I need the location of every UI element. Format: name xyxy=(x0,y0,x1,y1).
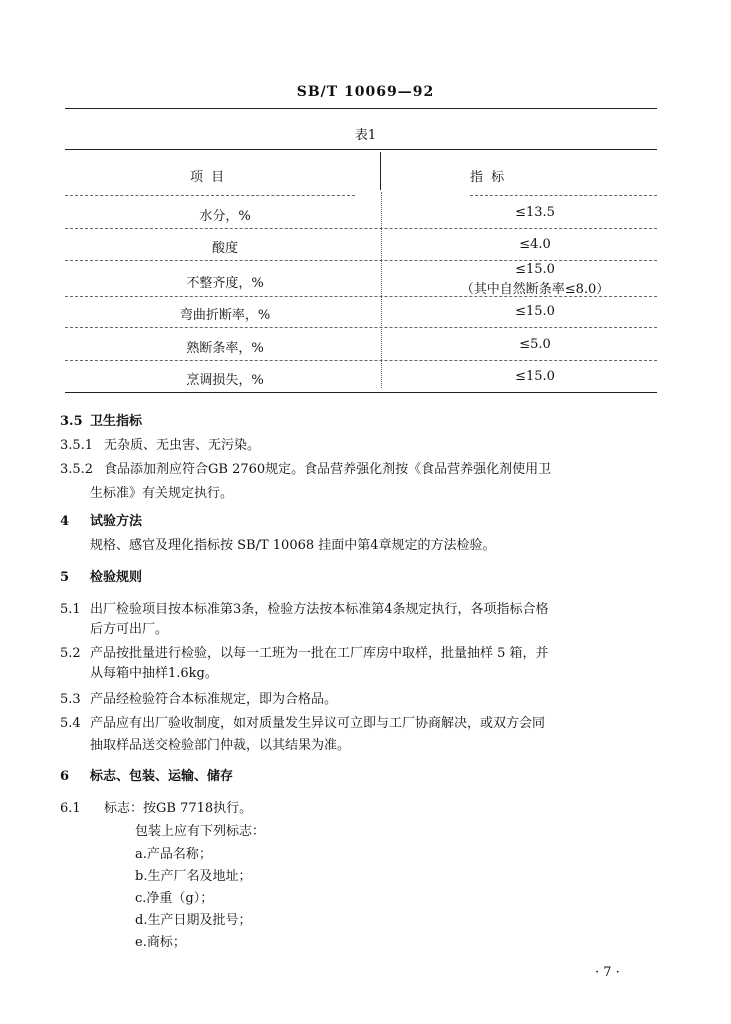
table-header-divider xyxy=(380,152,381,190)
page-number: · 7 · xyxy=(595,965,620,980)
section-title: 卫生指标 xyxy=(90,414,143,429)
section-number: 3.5.2 xyxy=(60,462,94,477)
section-5-2 xyxy=(60,642,549,661)
table-row-value: ≤4.0 xyxy=(519,237,551,252)
section-number: 5.2 xyxy=(60,646,81,661)
table-row-item: 酸度 xyxy=(211,241,238,256)
list-item: c.净重（g）； xyxy=(135,891,214,906)
section-number: 3.5.1 xyxy=(60,438,94,453)
row-divider xyxy=(65,228,657,229)
section-number: 5 xyxy=(60,570,70,585)
section-title: 检验规则 xyxy=(90,570,143,585)
section-5-2-cont: 从每箱中抽样1.6kg。 xyxy=(90,666,218,681)
section-5-1 xyxy=(60,598,549,617)
section-text: 食品添加剂应符合GB 2760规定。食品营养强化剂按《食品营养强化剂使用卫 xyxy=(104,462,552,477)
section-6-1 xyxy=(60,797,252,816)
document-code-header: SB/T 10069—92 xyxy=(296,84,435,100)
table-row-value: ≤15.0 xyxy=(515,304,555,319)
section-text: 标志：按GB 7718执行。 xyxy=(104,801,253,816)
row-divider xyxy=(65,260,657,261)
table-caption: 表1 xyxy=(354,128,377,143)
list-item: d.生产日期及批号； xyxy=(135,913,252,928)
table-bottom-rule xyxy=(65,392,657,393)
section-text: 无杂质、无虫害、无污染。 xyxy=(104,438,261,453)
section-number: 5.4 xyxy=(60,716,81,731)
list-item: b.生产厂名及地址； xyxy=(135,869,252,884)
section-text: 出厂检验项目按本标准第3条，检验方法按本标准第4条规定执行，各项指标合格 xyxy=(90,602,549,617)
table-column-divider xyxy=(381,192,382,388)
section-4-text: 规格、感官及理化指标按 SB/T 10068 挂面中第4章规定的方法检验。 xyxy=(90,538,496,553)
section-number: 4 xyxy=(60,514,70,529)
section-number: 6.1 xyxy=(60,801,81,816)
table-row-value: ≤15.0 xyxy=(515,262,555,277)
row-divider xyxy=(65,195,355,196)
section-3-5-2 xyxy=(60,458,551,477)
table-row-item: 水分，% xyxy=(199,209,251,224)
table-row-value: ≤15.0 xyxy=(515,369,555,384)
section-number: 3.5 xyxy=(60,414,83,429)
section-5-4 xyxy=(60,712,545,731)
section-5-heading xyxy=(60,566,142,585)
table-header-value: 指 标 xyxy=(470,170,507,185)
section-6-heading xyxy=(60,765,233,784)
section-5-4-cont: 抽取样品送交检验部门仲裁，以其结果为准。 xyxy=(90,738,351,753)
table-row-value: ≤5.0 xyxy=(519,337,551,352)
section-5-1-cont: 后方可出厂。 xyxy=(90,622,169,637)
table-header-item: 项 目 xyxy=(190,170,227,185)
section-5-3 xyxy=(60,688,337,707)
section-4-heading xyxy=(60,510,142,529)
section-3-5-1 xyxy=(60,434,260,453)
section-number: 6 xyxy=(60,769,70,784)
table-row-item: 烹调损失，% xyxy=(186,373,264,388)
section-3-5-2-cont: 生标准》有关规定执行。 xyxy=(90,486,234,501)
section-text: 产品按批量进行检验，以每一工班为一批在工厂库房中取样，批量抽样 5 箱，并 xyxy=(90,646,549,661)
section-3-5-heading xyxy=(60,410,142,429)
list-item: e.商标； xyxy=(135,935,186,950)
row-divider xyxy=(470,195,657,196)
table-row-item: 不整齐度，% xyxy=(186,276,264,291)
row-divider xyxy=(65,327,657,328)
table-row-item: 弯曲折断率，% xyxy=(179,308,271,323)
table-row-value: ≤13.5 xyxy=(515,205,555,220)
section-number: 5.1 xyxy=(60,602,81,617)
section-title: 试验方法 xyxy=(90,514,143,529)
header-rule xyxy=(65,108,657,109)
section-title: 标志、包装、运输、储存 xyxy=(90,769,234,784)
table-top-rule xyxy=(65,149,657,150)
table-row-item: 熟断条率，% xyxy=(186,341,264,356)
list-item: a.产品名称； xyxy=(135,847,212,862)
section-text: 产品应有出厂验收制度，如对质量发生异议可立即与工厂协商解决，或双方会同 xyxy=(90,716,546,731)
row-divider xyxy=(65,360,657,361)
section-text: 产品经检验符合本标准规定，即为合格品。 xyxy=(90,692,338,707)
row-divider xyxy=(65,296,657,297)
section-number: 5.3 xyxy=(60,692,81,707)
section-6-1-intro: 包装上应有下列标志： xyxy=(135,824,266,839)
table-row-value-note: （其中自然断条率≤8.0） xyxy=(460,282,610,297)
